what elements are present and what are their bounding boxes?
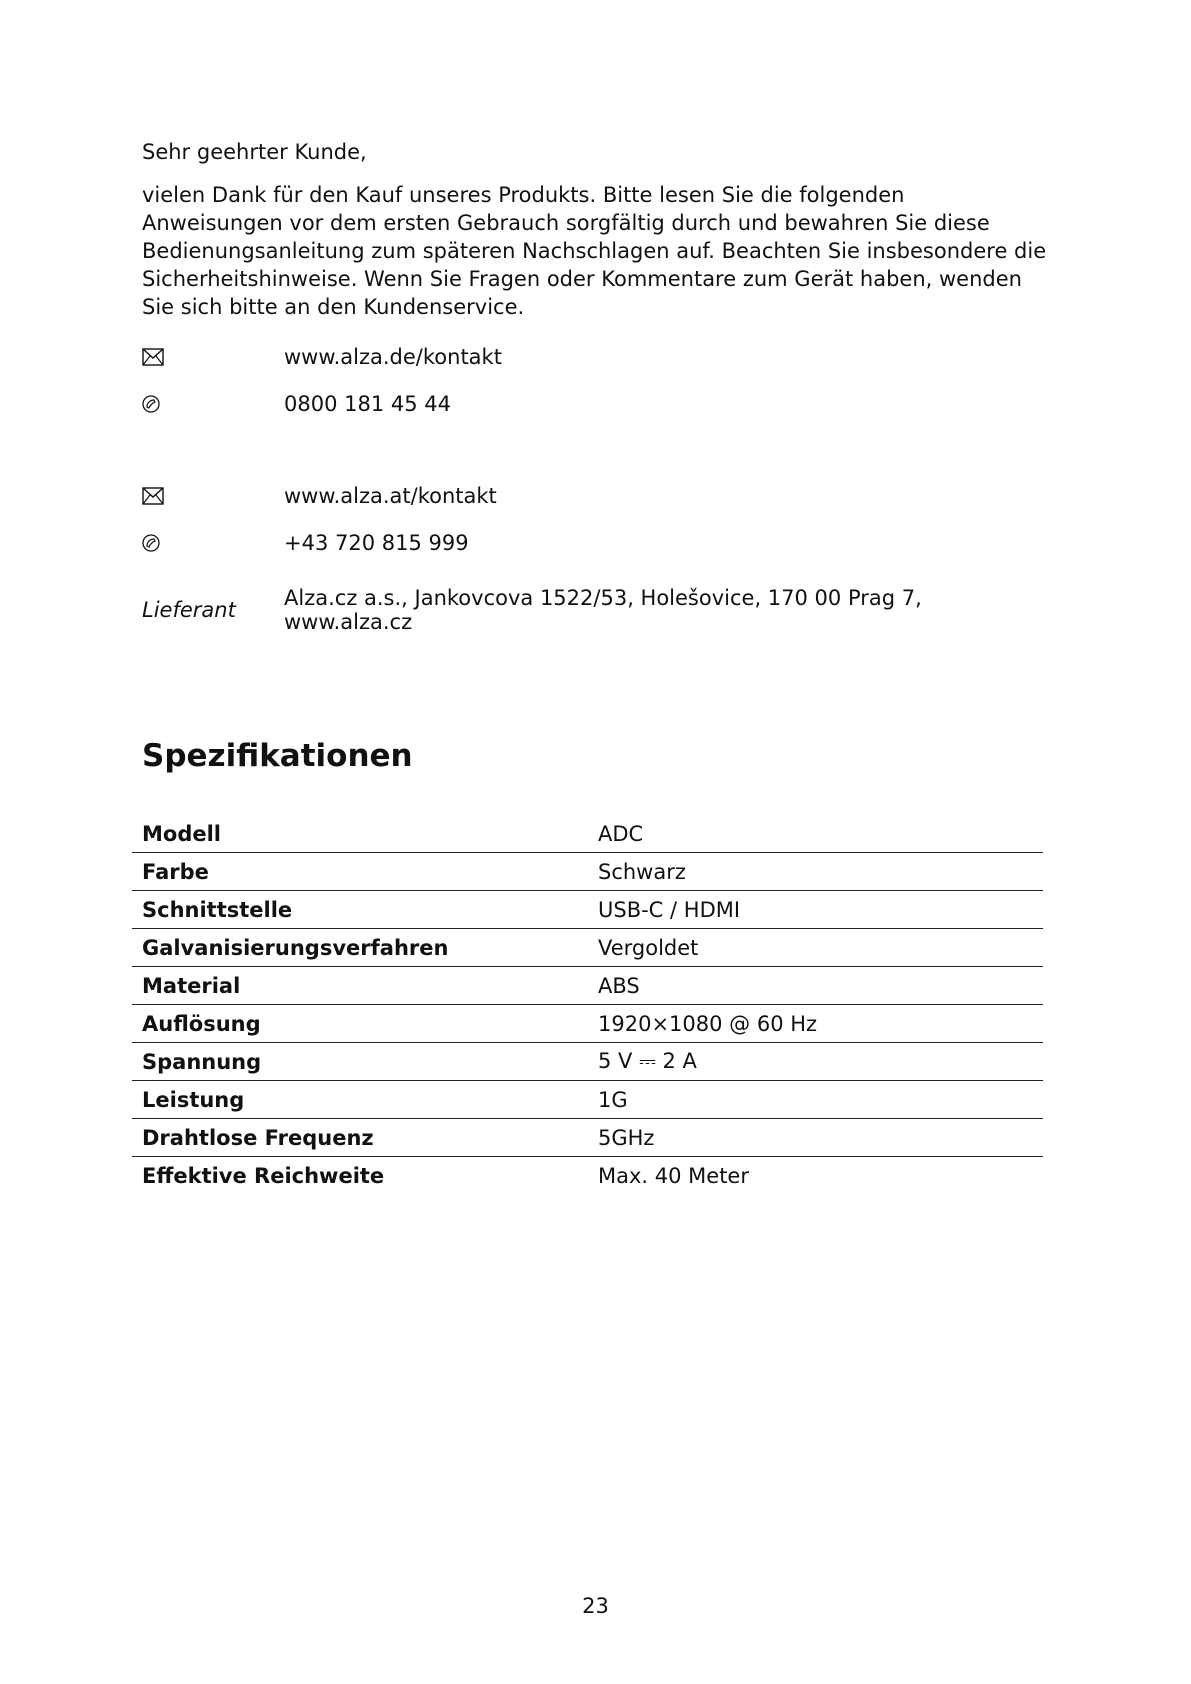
specs-heading: Spezifikationen [142, 738, 413, 774]
contact-at-phone-number: +43 720 815 999 [284, 531, 469, 555]
spec-key: Auflösung [132, 1005, 598, 1043]
spec-key: Effektive Reichweite [142, 1163, 385, 1188]
table-row [132, 853, 1043, 891]
spec-value: Vergoldet [598, 929, 1043, 967]
spec-value: 5GHz [598, 1119, 1043, 1157]
table-row [132, 815, 1043, 853]
spec-key: Leistung [132, 1081, 598, 1119]
spec-value: ABS [598, 967, 1043, 1005]
spec-value: Schwarz [598, 853, 1043, 891]
spec-value: 1G [598, 1081, 1043, 1119]
contact-at-web-link[interactable]: www.alza.at/kontakt [284, 484, 497, 508]
contact-at-web [142, 482, 1050, 510]
table-row [132, 1157, 1043, 1195]
contact-at-phone [142, 529, 1050, 557]
phone-icon [142, 534, 284, 552]
spec-key: Modell [132, 815, 598, 853]
table-row [132, 1081, 1043, 1119]
supplier-value: Alza.cz a.s., Jankovcova 1522/53, Holešovice, 170 00 Prag 7, www.alza.cz [284, 586, 922, 634]
spec-key: Galvanisierungsverfahren [132, 929, 598, 967]
contact-de-web [142, 343, 1050, 371]
table-row [132, 1119, 1043, 1157]
spec-value: Max. 40 Meter [598, 1163, 749, 1188]
table-row [132, 967, 1043, 1005]
table-row [132, 1043, 1043, 1081]
document-page [142, 138, 1050, 776]
intro-paragraph: vielen Dank für den Kauf unseres Produkts. Bitte lesen Sie die folgenden Anweisungen vor dem ersten Gebrauch sorgfältig durch und bewahren Sie diese Bedienungsanleitung zum späteren Nachschlagen auf. Beachten Sie insbesondere die Sicherheitshinweise. Wenn Sie Fragen oder Kommentare zum Gerät haben, wenden Sie sich bitte an den Kundenservice. [142, 183, 1047, 319]
spec-key: Farbe [132, 853, 598, 891]
spec-table [132, 815, 1043, 1194]
spec-value: 1920×1080 @ 60 Hz [598, 1005, 1043, 1043]
spec-value: USB-C / HDMI [598, 891, 1043, 929]
spec-key: Spannung [132, 1043, 598, 1081]
phone-icon [142, 395, 284, 413]
contact-de-web-link[interactable]: www.alza.de/kontakt [284, 345, 502, 369]
page-number: 23 [582, 1594, 609, 1618]
envelope-icon [142, 487, 284, 505]
table-row [132, 891, 1043, 929]
contact-de-phone [142, 390, 1050, 418]
spec-value: 5 V ⎓ 2 A [598, 1043, 1043, 1081]
greeting: Sehr geehrter Kunde, [142, 140, 367, 164]
spec-key: Material [132, 967, 598, 1005]
envelope-icon [142, 348, 284, 366]
table-row [132, 929, 1043, 967]
spec-value: ADC [598, 815, 1043, 853]
supplier-label: Lieferant [142, 598, 236, 622]
supplier-row [142, 586, 1050, 634]
spec-key: Drahtlose Frequenz [132, 1119, 598, 1157]
contact-block [142, 343, 1050, 557]
table-row [132, 1005, 1043, 1043]
contact-de-phone-number: 0800 181 45 44 [284, 392, 451, 416]
spec-key: Schnittstelle [132, 891, 598, 929]
group-spacer [142, 437, 1050, 482]
